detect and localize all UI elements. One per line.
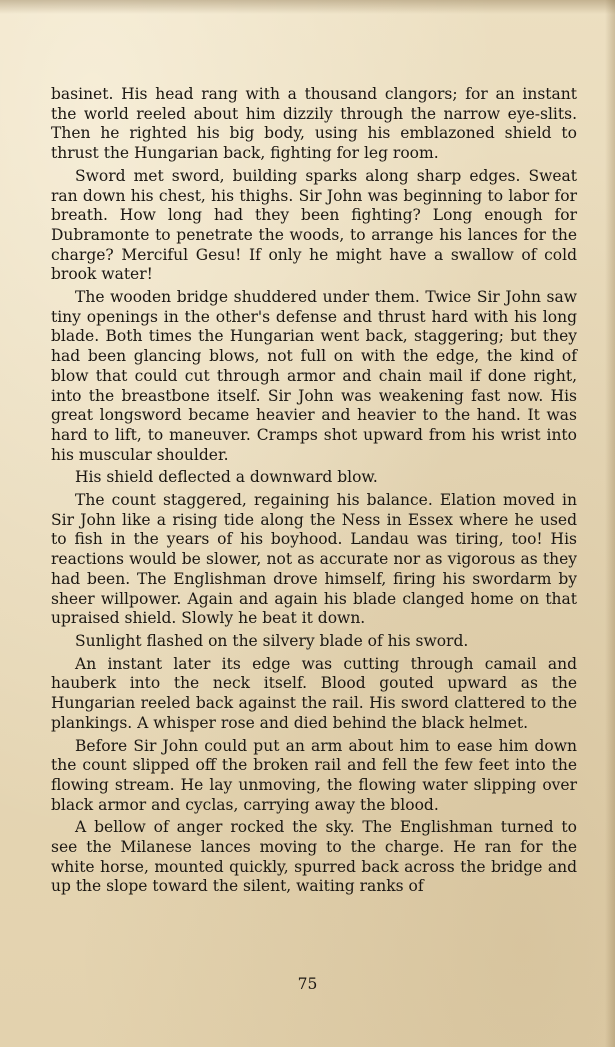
body-text: [51, 85, 577, 900]
paragraph-3: The wooden bridge shuddered under them. Twice Sir John saw tiny openings in the other's defense and thrust hard with his long blade. Both times the Hungarian went back, staggering; but they had been glancing blows, not full on with the edge, the kind of blow that could cut through armor and chain mail if done right, into the breastbone itself. Sir John was weakening fast now. His great longsword became heavier and heavier to the hand. It was hard to lift, to maneuver. Cramps shot upward from his wrist into his muscular shoulder.: [51, 288, 577, 464]
paragraph-2: Sword met sword, building sparks along sharp edges. Sweat ran down his chest, his thighs. Sir John was beginning to labor for breath. How long had they been fighting? Long enough for Dubramonte to penetrate the woods, to arrange his lances for the charge? Merciful Gesu! If only he might have a swallow of cold brook water!: [51, 166, 577, 284]
page-number: 75: [297, 975, 318, 993]
page-edge-shadow-top: [0, 0, 615, 14]
paragraph-5: The count staggered, regaining his balance. Elation moved in Sir John like a rising tide along the Ness in Essex where he used to fish in the years of his boyhood. Landau was tiring, too! His reactions would be slower, not as accurate nor as vigorous as they had been. The Englishman drove himself, firing his swordarm by sheer willpower. Again and again his blade clanged home on that upraised shield. Slowly he beat it down.: [51, 491, 577, 628]
paragraph-7: An instant later its edge was cutting through camail and hauberk into the neck itself. Blood gouted upward as the Hungarian reeled back against the rail. His sword clattered to the plankings. A whisper rose and died behind the black helmet.: [51, 654, 577, 732]
paragraph-8: Before Sir John could put an arm about him to ease him down the count slipped off the broken rail and fell the few feet into the flowing stream. He lay unmoving, the flowing water slipping over black armor and cyclas, carrying away the blood.: [51, 736, 577, 814]
paragraph-4: His shield deflected a downward blow.: [75, 468, 378, 487]
paragraph-6: Sunlight flashed on the silvery blade of his sword.: [75, 631, 469, 650]
paragraph-1: basinet. His head rang with a thousand clangors; for an instant the world reeled about him dizzily through the narrow eye-slits. Then he righted his big body, using his emblazoned shield to thrust the Hungarian back, fighting for leg room.: [51, 85, 577, 163]
page-edge-shadow-right: [605, 0, 615, 1047]
paragraph-9: A bellow of anger rocked the sky. The Englishman turned to see the Milanese lances moving to the charge. He ran for the white horse, mounted quickly, spurred back across the bridge and up the slope toward the silent, waiting ranks of: [51, 818, 577, 896]
